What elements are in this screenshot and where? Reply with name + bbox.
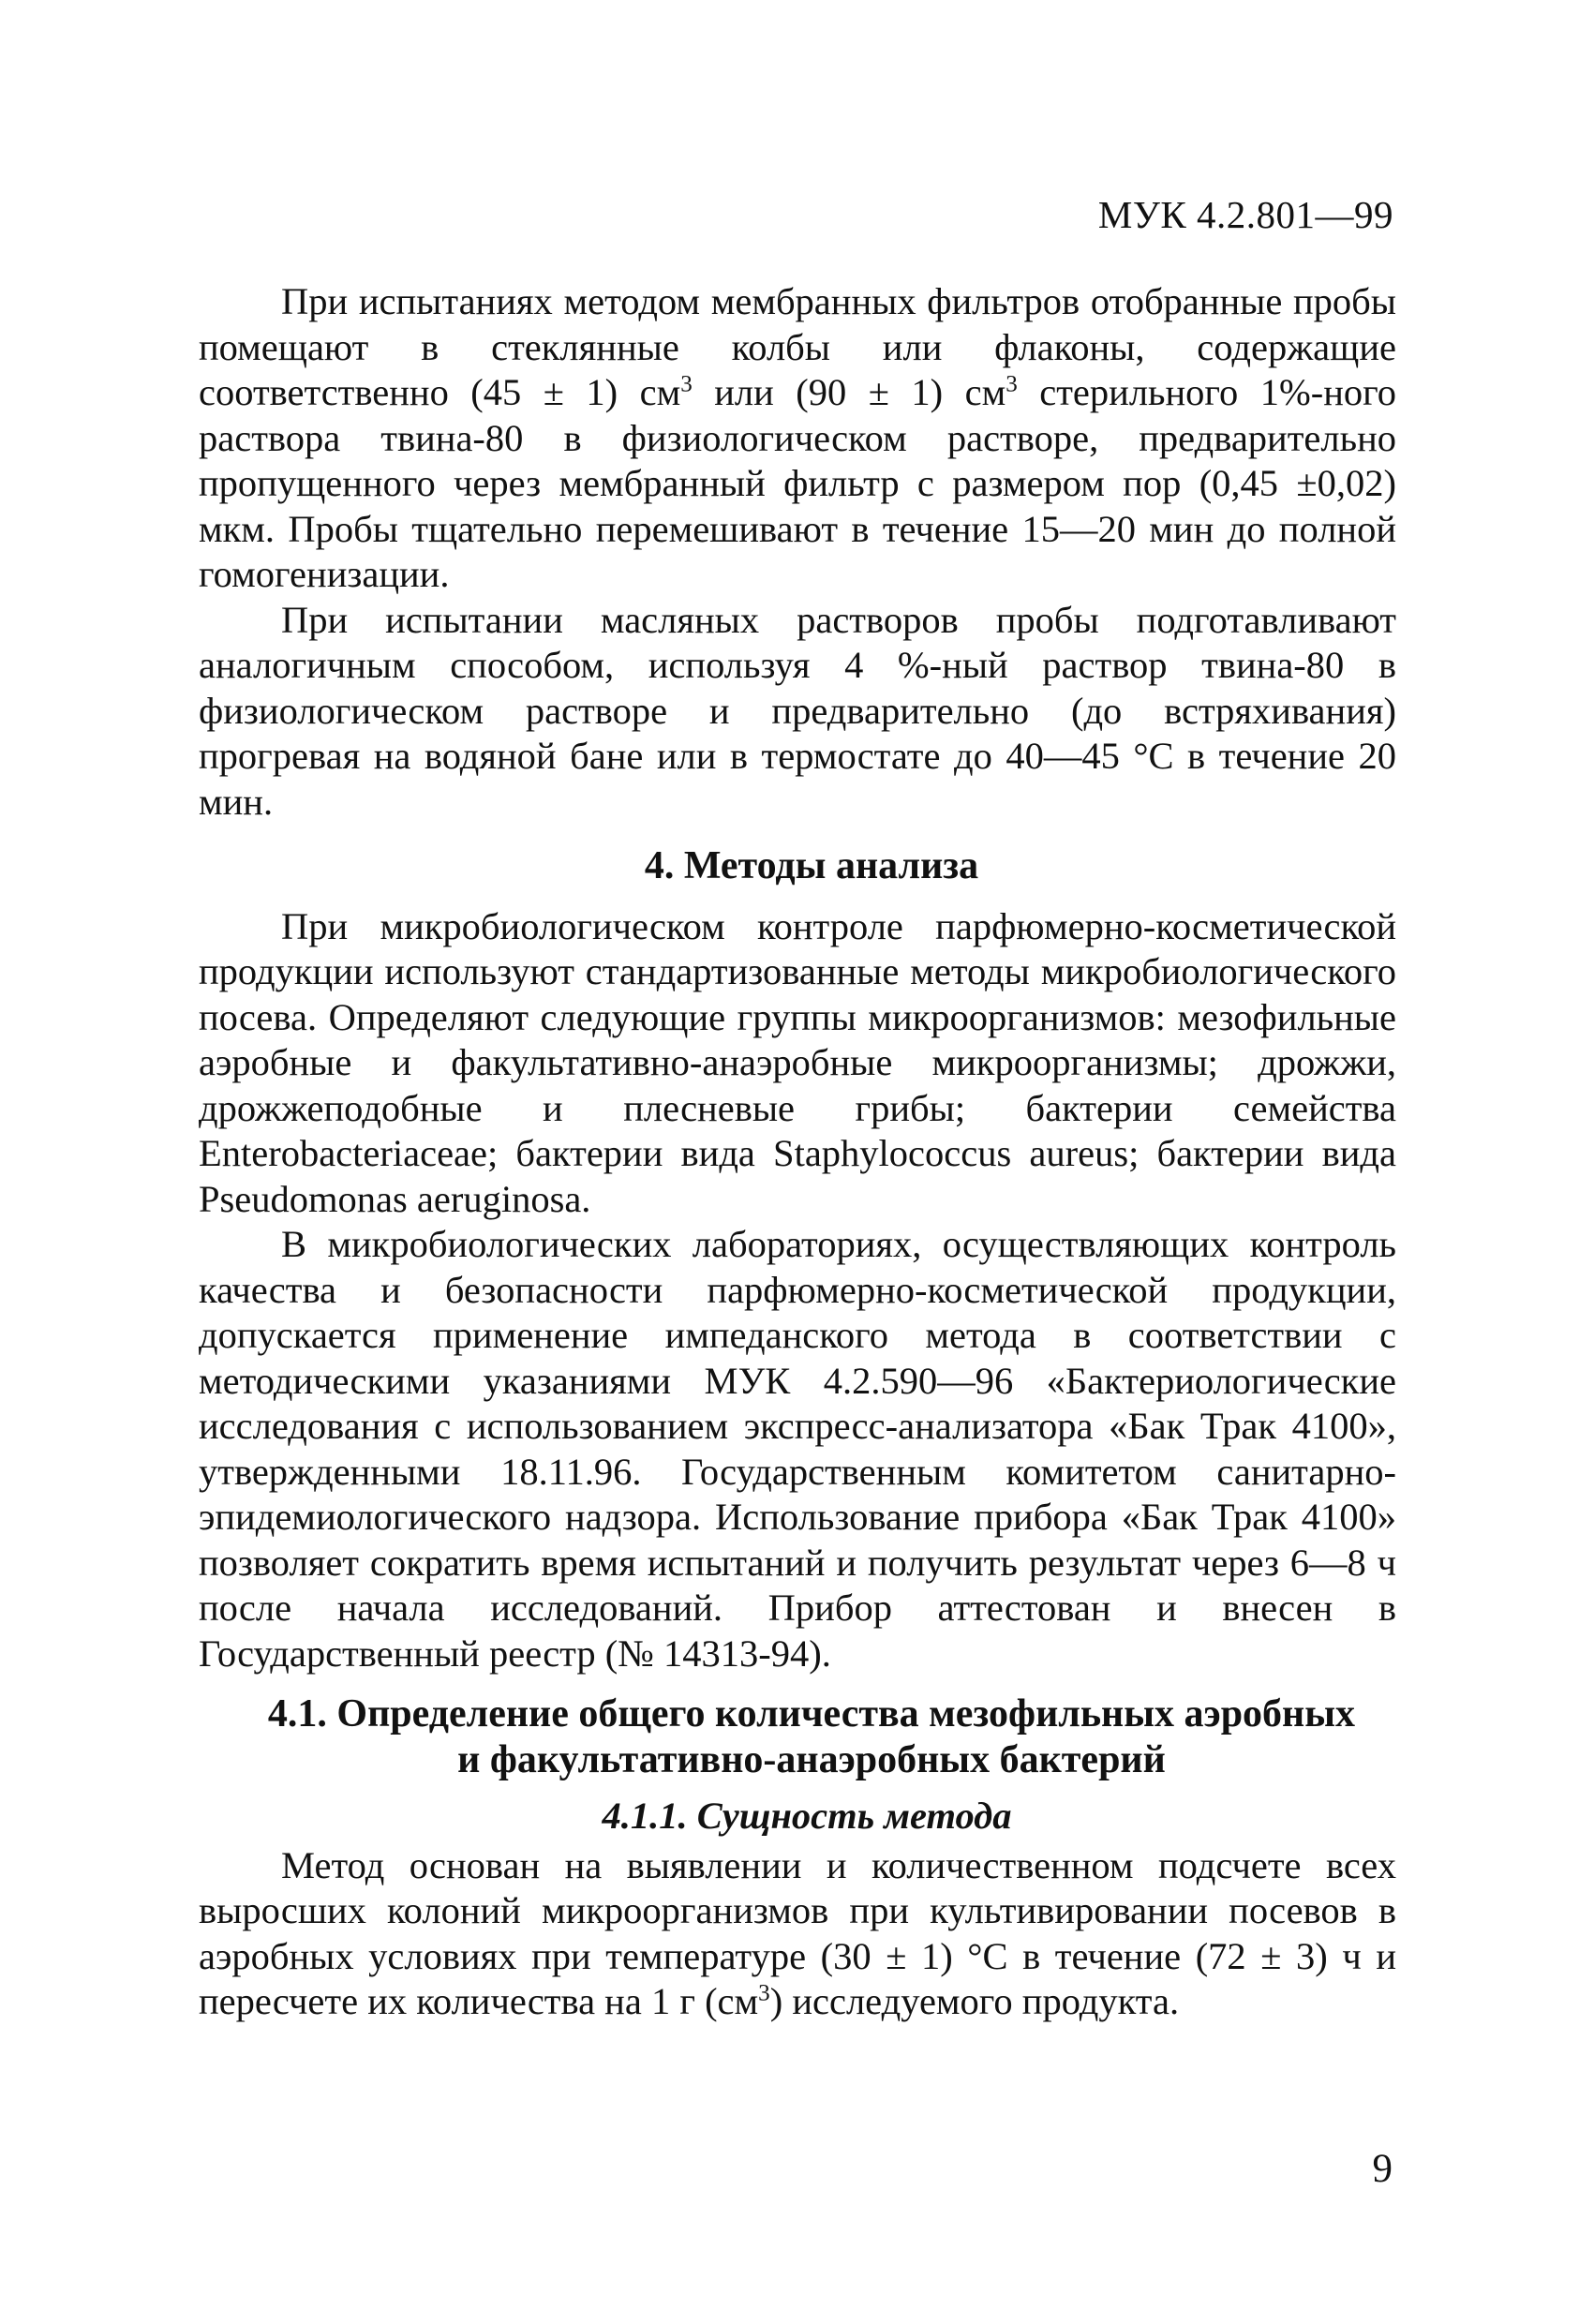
paragraph-text: ) исследуемого продукта. — [769, 1980, 1180, 2022]
paragraph-membrane-filters — [199, 279, 1396, 598]
paragraph-oil-solutions: При испытании масляных растворов пробы подготавливают аналогичным способом, используя 4 %-ный раствор твина-80 в физиологическом растворе и предварительно (до встряхивания) прогревая на водяной бане или в термостате до 40—45 °С в течение 20 мин. — [199, 598, 1396, 823]
superscript: 3 — [758, 1980, 770, 2006]
document-body — [199, 279, 1396, 2025]
section-heading-4: 4. Методы анализа — [644, 844, 979, 887]
superscript: 3 — [680, 371, 693, 397]
section-heading-4-1-1: 4.1.1. Сущность метода — [602, 1795, 1012, 1837]
paragraph-text: При испытаниях методом мембранных фильтров отобранные пробы помещают в стеклянные колбы или флаконы, содержащие соответственно (45 ± 1) см — [199, 280, 1396, 413]
page-number: 9 — [1372, 2147, 1393, 2191]
section-heading-line: и факультативно-анаэробных бактерий — [457, 1737, 1166, 1781]
paragraph-text: или (90 ± 1) см — [692, 371, 1006, 413]
section-heading-line: 4.1. Определение общего количества мезофильных аэробных — [267, 1692, 1356, 1736]
document-code: МУК 4.2.801—99 — [1097, 193, 1393, 236]
section-heading-4-1 — [199, 1691, 1396, 1782]
paragraph-analysis-methods: При микробиологическом контроле парфюмерно-косметической продукции используют стандартизованные методы микробиологического посева. Определяют следующие группы микроорганизмов: мезофильные аэробные и факультативно-анаэробные микроорганизмы; дрожжи, дрожжеподобные и плесневые грибы; бактерии семейства Enterobacteriaceae; бактерии вида Staphylococcus aureus; бактерии вида Pseudomonas aeruginosa. — [199, 904, 1396, 1220]
superscript: 3 — [1006, 371, 1018, 397]
paragraph-text: стерильного 1%-ного раствора твина-80 в физиологическом растворе, предварительно пропущенного через мембранный фильтр с размером пор (0,45 ±0,02) мкм. Пробы тщательно перемешивают в течение 15—20 мин до полной гомогенизации. — [199, 371, 1396, 595]
paragraph-method-essence — [199, 1843, 1396, 2025]
paragraph-impedance-method: В микробиологических лабораториях, осуществляющих контроль качества и безопасности парфюмерно-косметической продукции, допускается применение импеданского метода в соответствии с методическими указаниями МУК 4.2.590—96 «Бактериологические исследования с использованием экспресс-анализатора «Бак Трак 4100», утвержденными 18.11.96. Государственным комитетом санитарно-эпидемиологического надзора. Использование прибора «Бак Трак 4100» позволяет сократить время испытаний и получить результат через 6—8 ч после начала исследований. Прибор аттестован и внесен в Государственный реестр (№ 14313-94). — [199, 1223, 1396, 1675]
paragraph-text: Метод основан на выявлении и количественном подсчете всех выросших колоний микроорганизмов при культивировании посевов в аэробных условиях при температуре (30 ± 1) °С в течение (72 ± 3) ч и пересчете их количества на 1 г (см — [199, 1843, 1396, 2022]
